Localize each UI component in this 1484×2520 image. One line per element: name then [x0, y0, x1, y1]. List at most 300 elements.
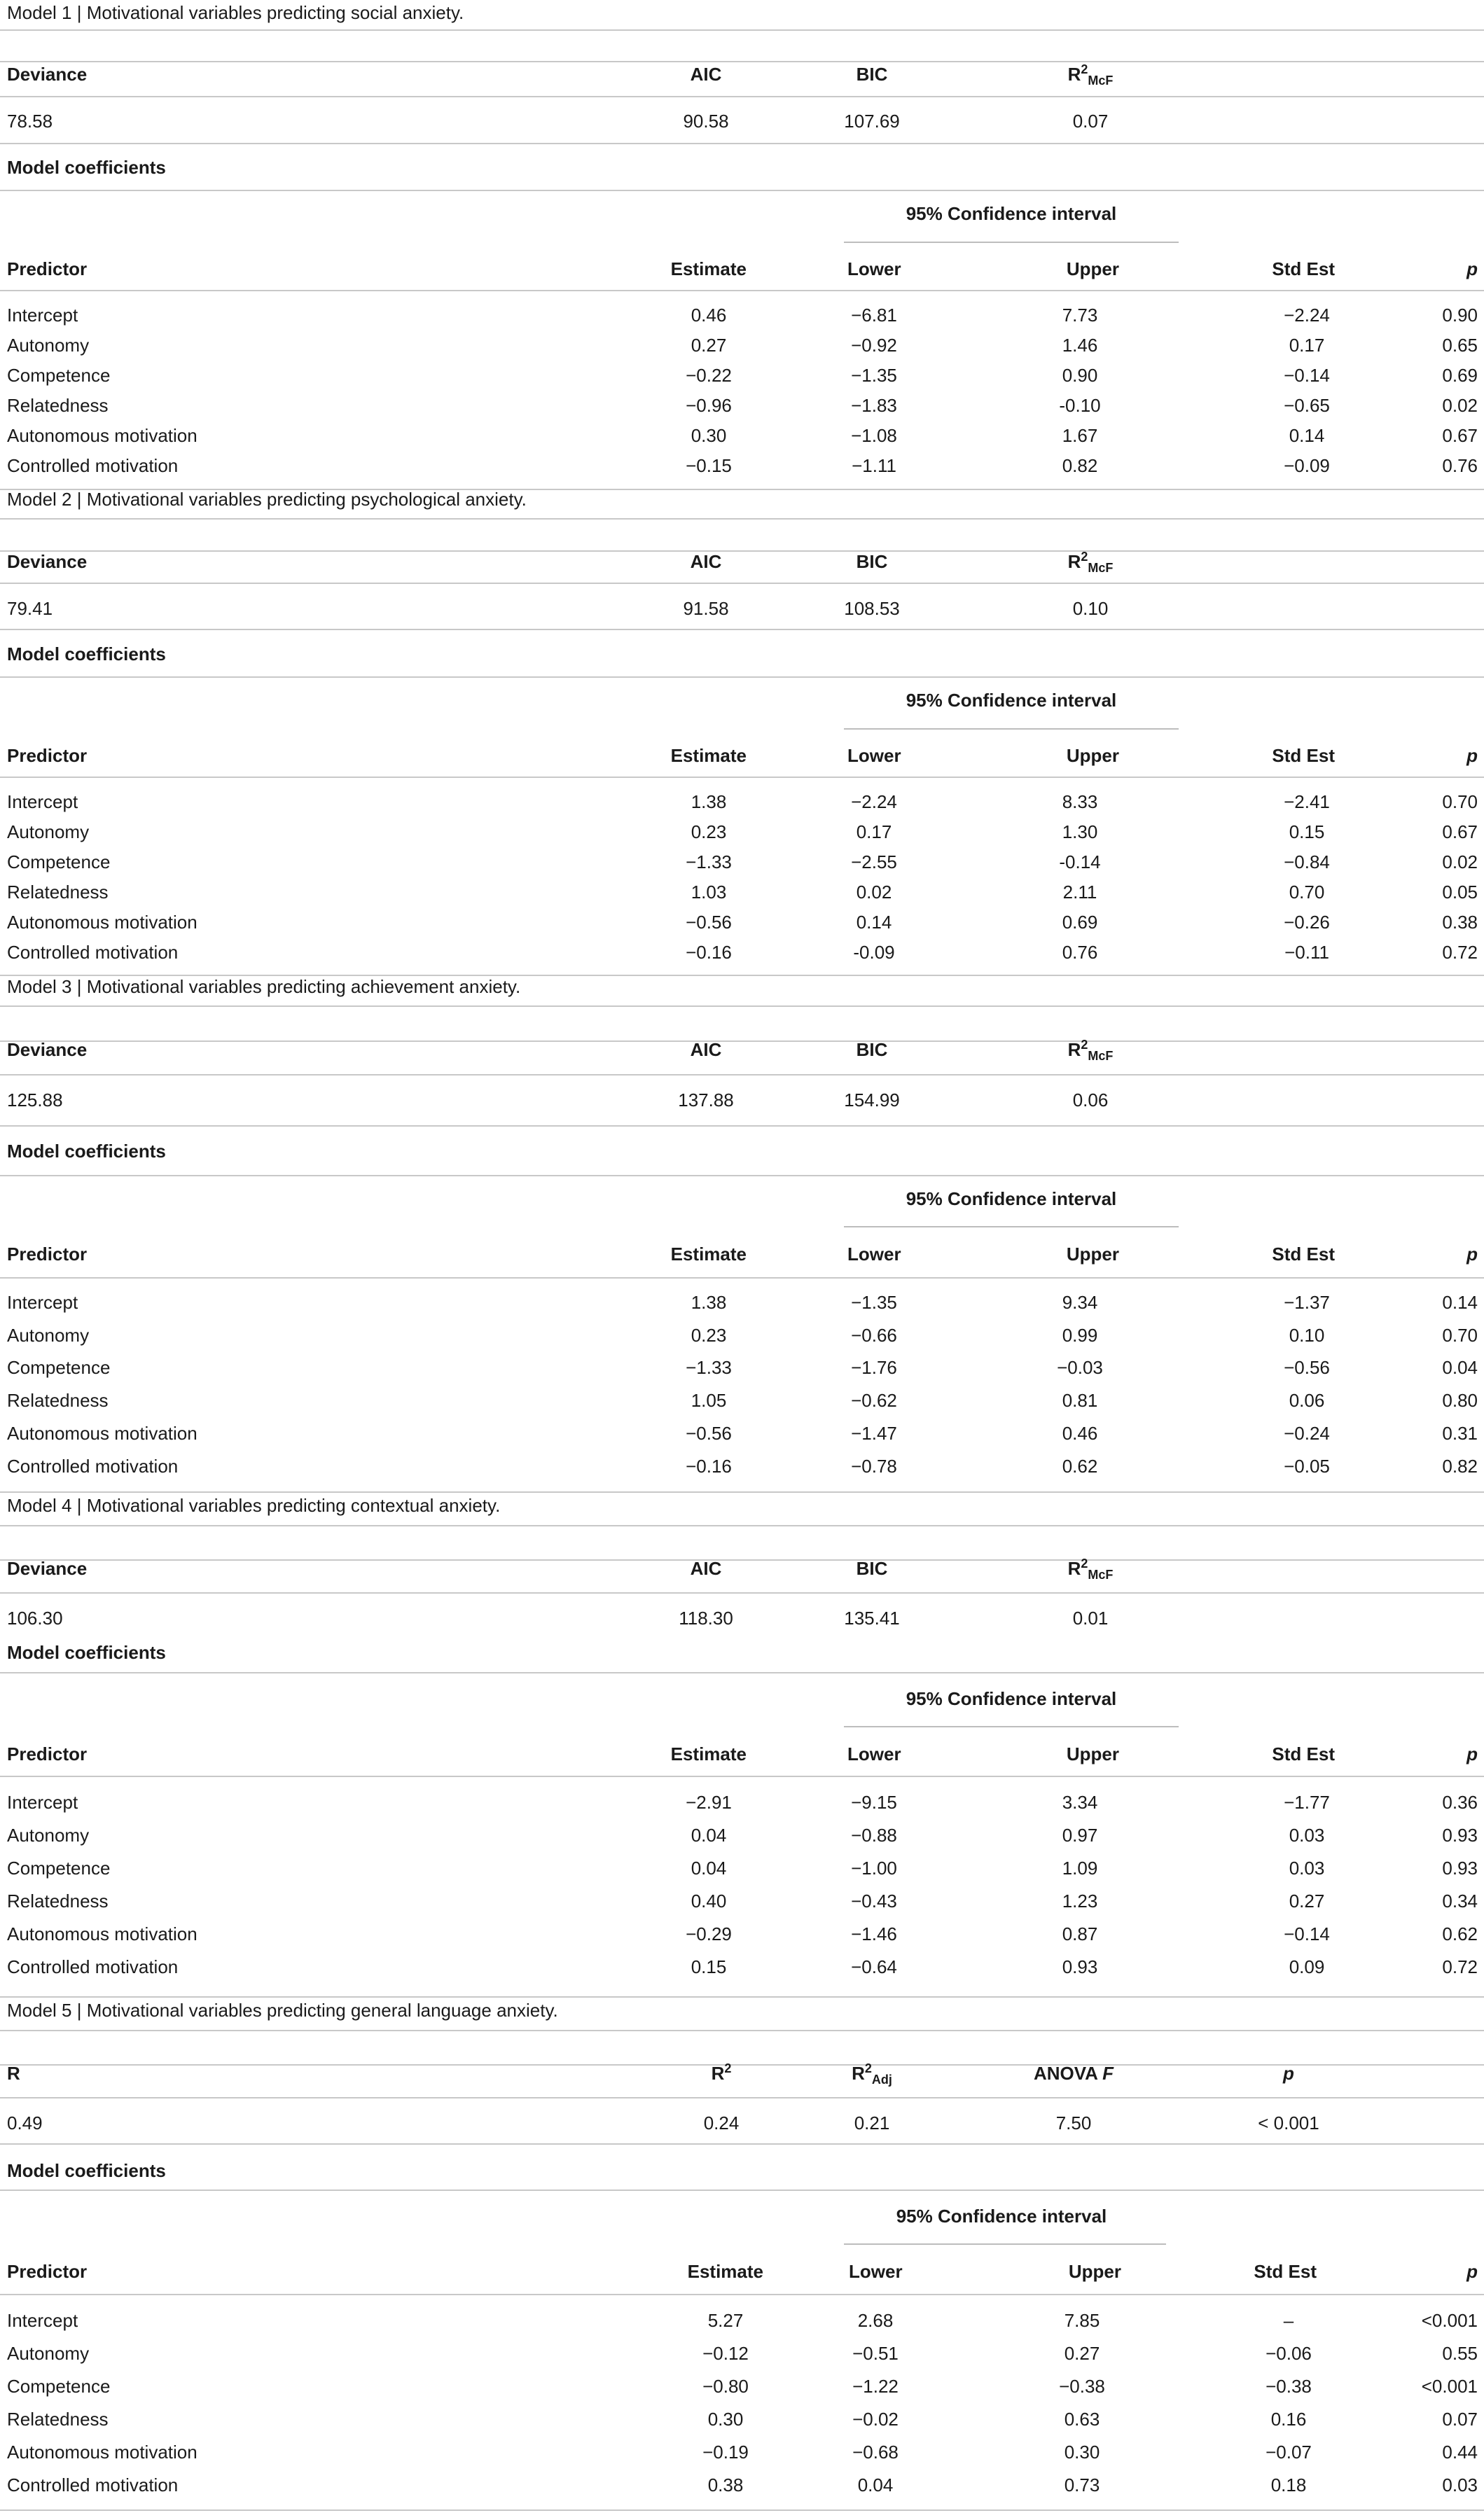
- row-upper: 1.30: [1062, 821, 1098, 842]
- row-lower: 0.14: [856, 912, 892, 933]
- col-header-lower: Lower: [847, 258, 901, 279]
- row-p: 0.69: [1442, 365, 1478, 386]
- fit-value-anova: 7.50: [1055, 2112, 1092, 2133]
- row-p: 0.62: [1442, 1923, 1478, 1944]
- fit-header-aic: AIC: [690, 551, 722, 572]
- fit-value-r: 0.49: [7, 2112, 43, 2133]
- fit-header-bic: BIC: [856, 64, 888, 85]
- rule-line: [0, 2294, 1484, 2295]
- row-estimate: 0.40: [691, 1891, 727, 1912]
- row-predictor: Autonomous motivation: [7, 2442, 197, 2463]
- row-estimate: 1.38: [691, 791, 727, 812]
- row-predictor: Competence: [7, 2376, 111, 2397]
- row-std-est: −0.09: [1284, 455, 1330, 476]
- rule-line: [0, 2509, 1484, 2511]
- row-upper: 0.62: [1062, 1456, 1098, 1477]
- row-p: 0.04: [1442, 1357, 1478, 1378]
- row-p: 0.90: [1442, 305, 1478, 326]
- col-header-lower: Lower: [849, 2261, 903, 2282]
- row-lower: -0.09: [853, 942, 895, 963]
- rule-line: [0, 1491, 1484, 1493]
- row-upper: -0.14: [1059, 851, 1101, 872]
- row-predictor: Relatedness: [7, 1390, 109, 1411]
- row-upper: 0.97: [1062, 1825, 1098, 1846]
- coefficients-title: Model coefficients: [7, 1141, 166, 1162]
- row-p: 0.67: [1442, 821, 1478, 842]
- row-p: 0.82: [1442, 1456, 1478, 1477]
- row-std-est: −0.84: [1284, 851, 1330, 872]
- col-header-std-est: Std Est: [1272, 745, 1335, 766]
- row-std-est: −0.24: [1284, 1423, 1330, 1444]
- col-header-std-est: Std Est: [1272, 1244, 1335, 1265]
- rule-line: [0, 1672, 1484, 1673]
- row-lower: −1.76: [851, 1357, 897, 1378]
- row-estimate: 0.23: [691, 821, 727, 842]
- row-estimate: 5.27: [707, 2310, 744, 2331]
- row-p: 0.36: [1442, 1792, 1478, 1813]
- row-p: 0.93: [1442, 1858, 1478, 1879]
- row-p: 0.05: [1442, 882, 1478, 903]
- model-caption: Model 4 | Motivational variables predicting contextual anxiety.: [7, 1495, 501, 1516]
- row-p: 0.93: [1442, 1825, 1478, 1846]
- row-estimate: −2.91: [686, 1792, 732, 1813]
- row-lower: −0.68: [852, 2442, 899, 2463]
- fit-header-deviance: Deviance: [7, 64, 88, 85]
- row-std-est: 0.17: [1289, 335, 1325, 356]
- row-std-est: −0.38: [1265, 2376, 1312, 2397]
- row-std-est: 0.70: [1289, 882, 1325, 903]
- r-sup: 2: [1081, 1038, 1088, 1052]
- row-predictor: Intercept: [7, 791, 78, 812]
- row-std-est: 0.03: [1289, 1858, 1325, 1879]
- fit-header-anova-f: [1034, 2062, 1114, 2084]
- row-lower: 0.02: [856, 882, 892, 903]
- col-header-std-est: Std Est: [1272, 258, 1335, 279]
- coefficients-title: Model coefficients: [7, 1642, 166, 1663]
- row-std-est: 0.15: [1289, 821, 1325, 842]
- row-lower: −1.11: [852, 455, 896, 476]
- row-p: 0.38: [1442, 912, 1478, 933]
- row-std-est: 0.14: [1289, 425, 1325, 446]
- row-upper: 9.34: [1062, 1292, 1098, 1313]
- row-p: 0.65: [1442, 335, 1478, 356]
- model-caption: Model 3 | Motivational variables predicting achievement anxiety.: [7, 976, 521, 997]
- row-predictor: Controlled motivation: [7, 1456, 179, 1477]
- row-upper: 0.76: [1062, 942, 1098, 963]
- p-label: p: [1283, 2063, 1294, 2084]
- row-p: 0.76: [1442, 455, 1478, 476]
- row-estimate: 0.30: [691, 425, 727, 446]
- row-std-est: −2.41: [1284, 791, 1330, 812]
- row-lower: 0.17: [856, 821, 892, 842]
- rule-line: [0, 777, 1484, 778]
- row-estimate: −0.80: [702, 2376, 749, 2397]
- row-estimate: −0.29: [686, 1923, 732, 1944]
- row-std-est: 0.10: [1289, 1325, 1325, 1346]
- row-upper: -0.10: [1059, 395, 1101, 416]
- row-std-est: 0.09: [1289, 1956, 1325, 1977]
- fit-header-aic: AIC: [690, 64, 722, 85]
- row-upper: 1.67: [1062, 425, 1098, 446]
- row-estimate: −0.96: [686, 395, 732, 416]
- confidence-interval-header: 95% Confidence interval: [906, 203, 1117, 224]
- row-estimate: 0.27: [691, 335, 727, 356]
- row-upper: −0.38: [1059, 2376, 1105, 2397]
- rule-line: [0, 1776, 1484, 1777]
- col-header-p: p: [1466, 258, 1478, 279]
- row-lower: 2.68: [857, 2310, 894, 2331]
- row-predictor: Autonomy: [7, 2343, 90, 2364]
- row-std-est: –: [1283, 2310, 1294, 2331]
- r-label: R: [1067, 64, 1081, 85]
- row-p: 0.44: [1442, 2442, 1478, 2463]
- rule-line: [0, 583, 1484, 584]
- row-lower: −2.55: [851, 851, 897, 872]
- row-lower: −0.51: [852, 2343, 899, 2364]
- r-sub: McF: [1088, 74, 1114, 88]
- row-upper: 2.11: [1062, 882, 1097, 903]
- rule-line: [0, 2030, 1484, 2031]
- col-header-upper: Upper: [1066, 745, 1119, 766]
- rule-line: [0, 290, 1484, 291]
- row-lower: −0.62: [851, 1390, 897, 1411]
- row-p: <0.001: [1421, 2376, 1478, 2397]
- row-estimate: 0.30: [707, 2409, 744, 2430]
- row-predictor: Relatedness: [7, 882, 109, 903]
- r2adj-label: R: [852, 2063, 865, 2084]
- row-predictor: Autonomous motivation: [7, 425, 197, 446]
- rule-line: [0, 143, 1484, 144]
- row-predictor: Intercept: [7, 1292, 78, 1313]
- row-std-est: 0.16: [1270, 2409, 1307, 2430]
- row-lower: −1.00: [851, 1858, 897, 1879]
- col-header-upper: Upper: [1068, 2261, 1121, 2282]
- ci-underline: [844, 1226, 1179, 1227]
- row-estimate: −0.16: [686, 942, 732, 963]
- col-header-predictor: Predictor: [7, 1743, 88, 1764]
- row-upper: 0.87: [1062, 1923, 1098, 1944]
- row-std-est: −0.11: [1284, 942, 1329, 963]
- row-lower: −0.43: [851, 1891, 897, 1912]
- row-upper: 0.99: [1062, 1325, 1098, 1346]
- row-estimate: −0.15: [686, 455, 732, 476]
- r2adj-sub: Adj: [871, 2073, 892, 2087]
- fit-header-r2-mcf: [1068, 1038, 1114, 1061]
- ci-underline: [844, 242, 1179, 243]
- fit-header-aic: AIC: [690, 1039, 722, 1060]
- row-lower: −1.47: [851, 1423, 897, 1444]
- row-estimate: 0.04: [691, 1825, 727, 1846]
- col-header-std-est: Std Est: [1272, 1743, 1335, 1764]
- row-estimate: 1.05: [691, 1390, 727, 1411]
- row-lower: −6.81: [851, 305, 897, 326]
- rule-line: [0, 2097, 1484, 2098]
- row-predictor: Relatedness: [7, 2409, 109, 2430]
- row-predictor: Competence: [7, 851, 111, 872]
- fit-header-deviance: Deviance: [7, 1558, 88, 1579]
- fit-header-bic: BIC: [856, 551, 888, 572]
- row-estimate: 0.23: [691, 1325, 727, 1346]
- row-lower: −0.78: [851, 1456, 897, 1477]
- rule-line: [0, 2190, 1484, 2191]
- rule-line: [0, 29, 1484, 31]
- row-upper: 0.69: [1062, 912, 1098, 933]
- row-lower: −1.83: [851, 395, 897, 416]
- col-header-estimate: Estimate: [670, 1244, 747, 1265]
- row-upper: 7.85: [1064, 2310, 1100, 2331]
- row-upper: 0.63: [1064, 2409, 1100, 2430]
- row-std-est: −0.07: [1265, 2442, 1312, 2463]
- row-p: 0.07: [1442, 2409, 1478, 2430]
- row-upper: 0.93: [1062, 1956, 1098, 1977]
- rule-line: [0, 1125, 1484, 1127]
- row-estimate: −0.12: [702, 2343, 749, 2364]
- rule-line: [0, 1074, 1484, 1075]
- fit-value-deviance: 106.30: [7, 1608, 63, 1629]
- col-header-predictor: Predictor: [7, 1244, 88, 1265]
- r-sup: 2: [1081, 550, 1088, 564]
- fit-value-p: < 0.001: [1258, 2112, 1319, 2133]
- row-predictor: Competence: [7, 1357, 111, 1378]
- col-header-predictor: Predictor: [7, 258, 88, 279]
- row-lower: −0.88: [851, 1825, 897, 1846]
- col-header-upper: Upper: [1066, 258, 1119, 279]
- row-estimate: 1.38: [691, 1292, 727, 1313]
- row-predictor: Competence: [7, 1858, 111, 1879]
- r-sub: McF: [1088, 561, 1114, 575]
- fit-value-deviance: 78.58: [7, 111, 53, 132]
- fit-header-r2-mcf: [1068, 1557, 1114, 1580]
- fit-header-bic: BIC: [856, 1558, 888, 1579]
- row-upper: 0.82: [1062, 455, 1098, 476]
- row-estimate: 0.15: [691, 1956, 727, 1977]
- col-header-upper: Upper: [1066, 1743, 1119, 1764]
- row-upper: 0.46: [1062, 1423, 1098, 1444]
- row-p: 0.31: [1442, 1423, 1478, 1444]
- col-header-estimate: Estimate: [670, 745, 747, 766]
- fit-value-bic: 107.69: [844, 111, 900, 132]
- row-lower: −1.22: [852, 2376, 899, 2397]
- row-lower: 0.04: [857, 2474, 894, 2495]
- rule-line: [0, 1277, 1484, 1279]
- row-upper: 8.33: [1062, 791, 1098, 812]
- r-sub: McF: [1088, 1049, 1114, 1063]
- rule-line: [0, 1996, 1484, 1998]
- row-p: 0.80: [1442, 1390, 1478, 1411]
- fit-value-aic: 91.58: [683, 598, 729, 619]
- row-std-est: 0.18: [1270, 2474, 1307, 2495]
- rule-line: [0, 2143, 1484, 2145]
- row-p: 0.72: [1442, 1956, 1478, 1977]
- row-predictor: Intercept: [7, 305, 78, 326]
- row-upper: 0.81: [1062, 1390, 1098, 1411]
- row-predictor: Autonomy: [7, 1325, 90, 1346]
- col-header-predictor: Predictor: [7, 2261, 88, 2282]
- row-lower: −1.35: [851, 1292, 897, 1313]
- col-header-lower: Lower: [847, 1244, 901, 1265]
- rule-line: [0, 2064, 1484, 2066]
- row-std-est: −0.05: [1284, 1456, 1330, 1477]
- row-upper: 3.34: [1062, 1792, 1098, 1813]
- confidence-interval-header: 95% Confidence interval: [906, 1188, 1117, 1209]
- fit-value-deviance: 79.41: [7, 598, 53, 619]
- rule-line: [0, 629, 1484, 630]
- model-caption: Model 5 | Motivational variables predicting general language anxiety.: [7, 2000, 558, 2021]
- col-header-std-est: Std Est: [1254, 2261, 1317, 2282]
- row-estimate: −0.22: [686, 365, 732, 386]
- row-upper: 0.27: [1064, 2343, 1100, 2364]
- col-header-p: p: [1466, 1244, 1478, 1265]
- fit-header-r: R: [7, 2063, 20, 2084]
- confidence-interval-header: 95% Confidence interval: [906, 690, 1117, 711]
- rule-line: [0, 1525, 1484, 1526]
- row-p: <0.001: [1421, 2310, 1478, 2331]
- col-header-lower: Lower: [847, 745, 901, 766]
- fit-header-aic: AIC: [690, 1558, 722, 1579]
- row-predictor: Competence: [7, 365, 111, 386]
- row-predictor: Intercept: [7, 2310, 78, 2331]
- row-predictor: Autonomous motivation: [7, 912, 197, 933]
- fit-header-p: [1283, 2062, 1294, 2084]
- r-label: R: [1067, 1558, 1081, 1579]
- fit-value-aic: 137.88: [678, 1090, 734, 1111]
- row-std-est: 0.03: [1289, 1825, 1325, 1846]
- fit-value-r2: 0.06: [1072, 1090, 1109, 1111]
- rule-line: [0, 190, 1484, 191]
- row-predictor: Controlled motivation: [7, 455, 179, 476]
- fit-value-r2: 0.01: [1072, 1608, 1109, 1629]
- r-label: R: [1067, 1039, 1081, 1060]
- row-lower: −1.35: [851, 365, 897, 386]
- row-predictor: Controlled motivation: [7, 1956, 179, 1977]
- row-lower: −1.46: [851, 1923, 897, 1944]
- r2-sup: 2: [724, 2061, 732, 2075]
- row-upper: −0.03: [1057, 1357, 1103, 1378]
- row-p: 0.02: [1442, 395, 1478, 416]
- fit-value-aic: 90.58: [683, 111, 729, 132]
- row-estimate: 0.04: [691, 1858, 727, 1879]
- row-estimate: −0.56: [686, 912, 732, 933]
- row-lower: −0.02: [852, 2409, 899, 2430]
- row-predictor: Autonomy: [7, 1825, 90, 1846]
- coefficients-title: Model coefficients: [7, 2160, 166, 2181]
- ci-underline: [844, 1726, 1179, 1727]
- row-estimate: 1.03: [691, 882, 727, 903]
- fit-header-deviance: Deviance: [7, 551, 88, 572]
- rule-line: [0, 1175, 1484, 1176]
- row-upper: 1.23: [1062, 1891, 1098, 1912]
- ci-underline: [844, 2243, 1166, 2245]
- col-header-lower: Lower: [847, 1743, 901, 1764]
- fit-value-aic: 118.30: [679, 1608, 733, 1629]
- rule-line: [0, 1040, 1484, 1042]
- fit-value-r2: 0.24: [703, 2112, 740, 2133]
- row-upper: 0.30: [1064, 2442, 1100, 2463]
- row-predictor: Relatedness: [7, 1891, 109, 1912]
- row-p: 0.70: [1442, 791, 1478, 812]
- row-predictor: Autonomous motivation: [7, 1923, 197, 1944]
- anova-f: F: [1102, 2063, 1114, 2084]
- confidence-interval-header: 95% Confidence interval: [896, 2206, 1107, 2227]
- row-predictor: Intercept: [7, 1792, 78, 1813]
- col-header-p: p: [1466, 745, 1478, 766]
- row-std-est: 0.06: [1289, 1390, 1325, 1411]
- row-std-est: −0.65: [1284, 395, 1330, 416]
- fit-value-r2-adj: 0.21: [854, 2112, 890, 2133]
- fit-value-bic: 135.41: [844, 1608, 900, 1629]
- row-predictor: Controlled motivation: [7, 942, 179, 963]
- row-std-est: −0.56: [1284, 1357, 1330, 1378]
- row-lower: −1.08: [851, 425, 897, 446]
- rule-line: [0, 1559, 1484, 1561]
- row-p: 0.34: [1442, 1891, 1478, 1912]
- row-p: 0.02: [1442, 851, 1478, 872]
- row-std-est: −0.06: [1265, 2343, 1312, 2364]
- row-estimate: −0.19: [702, 2442, 749, 2463]
- anova-label: ANOVA: [1033, 2063, 1097, 2084]
- row-lower: −2.24: [851, 791, 897, 812]
- fit-value-bic: 108.53: [844, 598, 900, 619]
- row-upper: 7.73: [1062, 305, 1098, 326]
- fit-value-bic: 154.99: [844, 1090, 900, 1111]
- confidence-interval-header: 95% Confidence interval: [906, 1688, 1117, 1709]
- fit-header-r2-mcf: [1067, 62, 1114, 88]
- row-predictor: Autonomy: [7, 821, 90, 842]
- col-header-estimate: Estimate: [687, 2261, 763, 2282]
- row-upper: 0.73: [1064, 2474, 1100, 2495]
- row-p: 0.03: [1442, 2474, 1478, 2495]
- row-lower: −0.92: [851, 335, 897, 356]
- row-estimate: 0.46: [691, 305, 727, 326]
- col-header-estimate: Estimate: [670, 258, 747, 279]
- row-std-est: 0.27: [1289, 1891, 1325, 1912]
- rule-line: [0, 1005, 1484, 1007]
- row-predictor: Relatedness: [7, 395, 109, 416]
- col-header-p: p: [1466, 2261, 1478, 2282]
- row-estimate: −0.16: [686, 1456, 732, 1477]
- row-std-est: −1.37: [1284, 1292, 1330, 1313]
- row-estimate: −1.33: [686, 851, 732, 872]
- fit-header-r2: [712, 2062, 732, 2084]
- fit-header-r2-adj: [852, 2061, 892, 2087]
- row-p: 0.70: [1442, 1325, 1478, 1346]
- row-predictor: Autonomous motivation: [7, 1423, 197, 1444]
- fit-header-bic: BIC: [856, 1039, 888, 1060]
- row-predictor: Autonomy: [7, 335, 90, 356]
- ci-underline: [844, 728, 1179, 730]
- rule-line: [0, 676, 1484, 678]
- r2-label: R: [711, 2063, 725, 2084]
- row-std-est: −2.24: [1284, 305, 1330, 326]
- row-estimate: −1.33: [686, 1357, 732, 1378]
- row-lower: −9.15: [851, 1792, 897, 1813]
- rule-line: [0, 61, 1484, 62]
- row-predictor: Controlled motivation: [7, 2474, 179, 2495]
- col-header-predictor: Predictor: [7, 745, 88, 766]
- fit-value-deviance: 125.88: [7, 1090, 63, 1111]
- row-estimate: −0.56: [686, 1423, 732, 1444]
- r-sup: 2: [1081, 62, 1088, 76]
- row-upper: 1.46: [1062, 335, 1098, 356]
- col-header-upper: Upper: [1066, 1244, 1119, 1265]
- rule-line: [0, 96, 1484, 97]
- row-upper: 0.90: [1062, 365, 1098, 386]
- model-caption: Model 1 | Motivational variables predicting social anxiety.: [7, 2, 464, 23]
- row-lower: −0.64: [851, 1956, 897, 1977]
- fit-value-r2: 0.10: [1072, 598, 1109, 619]
- rule-line: [0, 518, 1484, 520]
- row-p: 0.72: [1442, 942, 1478, 963]
